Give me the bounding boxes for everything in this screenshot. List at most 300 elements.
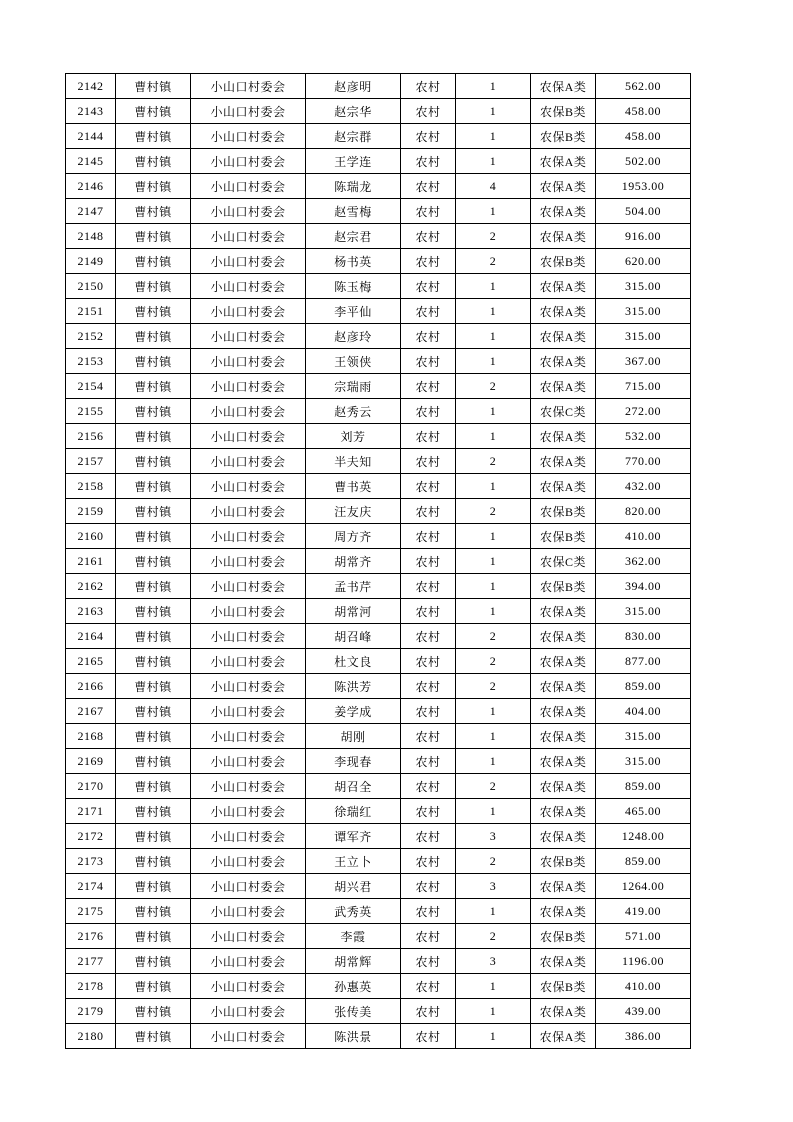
cell-row-id: 2143 [66,99,116,124]
cell-insurance-category: 农保A类 [531,349,596,374]
cell-village: 小山口村委会 [191,449,306,474]
cell-person-count: 2 [456,849,531,874]
cell-row-id: 2155 [66,399,116,424]
cell-village: 小山口村委会 [191,274,306,299]
table-row [66,99,691,124]
cell-village: 小山口村委会 [191,899,306,924]
cell-person-count: 3 [456,949,531,974]
cell-insurance-category: 农保B类 [531,124,596,149]
cell-insurance-category: 农保A类 [531,999,596,1024]
cell-town: 曹村镇 [116,924,191,949]
cell-amount: 859.00 [596,774,691,799]
cell-town: 曹村镇 [116,249,191,274]
cell-insurance-category: 农保A类 [531,199,596,224]
table-row [66,399,691,424]
cell-person-name: 陈玉梅 [306,274,401,299]
cell-person-name: 赵彦玲 [306,324,401,349]
cell-row-id: 2169 [66,749,116,774]
cell-village: 小山口村委会 [191,324,306,349]
cell-insurance-category: 农保B类 [531,249,596,274]
cell-person-count: 1 [456,899,531,924]
table-row [66,74,691,99]
cell-town: 曹村镇 [116,949,191,974]
cell-amount: 439.00 [596,999,691,1024]
cell-village: 小山口村委会 [191,724,306,749]
cell-person-name: 曹书英 [306,474,401,499]
table-row [66,824,691,849]
table-row [66,924,691,949]
cell-insurance-category: 农保B类 [531,974,596,999]
cell-amount: 830.00 [596,624,691,649]
cell-insurance-category: 农保A类 [531,474,596,499]
cell-amount: 362.00 [596,549,691,574]
cell-person-name: 徐瑞红 [306,799,401,824]
table-row [66,424,691,449]
cell-person-name: 谭军齐 [306,824,401,849]
table-row [66,1024,691,1049]
cell-person-count: 2 [456,774,531,799]
cell-residence-type: 农村 [401,349,456,374]
cell-person-count: 2 [456,924,531,949]
cell-person-count: 1 [456,74,531,99]
cell-amount: 532.00 [596,424,691,449]
table-row [66,149,691,174]
cell-amount: 410.00 [596,974,691,999]
cell-row-id: 2171 [66,799,116,824]
cell-person-name: 杜文良 [306,649,401,674]
cell-residence-type: 农村 [401,924,456,949]
cell-village: 小山口村委会 [191,974,306,999]
cell-town: 曹村镇 [116,124,191,149]
cell-person-count: 1 [456,324,531,349]
cell-town: 曹村镇 [116,274,191,299]
cell-amount: 315.00 [596,749,691,774]
cell-person-name: 杨书英 [306,249,401,274]
cell-village: 小山口村委会 [191,924,306,949]
cell-amount: 465.00 [596,799,691,824]
cell-town: 曹村镇 [116,149,191,174]
cell-person-count: 1 [456,349,531,374]
cell-insurance-category: 农保A类 [531,674,596,699]
cell-person-name: 胡召峰 [306,624,401,649]
cell-person-name: 宗瑞雨 [306,374,401,399]
cell-insurance-category: 农保A类 [531,799,596,824]
cell-row-id: 2168 [66,724,116,749]
cell-row-id: 2156 [66,424,116,449]
cell-row-id: 2180 [66,1024,116,1049]
cell-amount: 820.00 [596,499,691,524]
cell-village: 小山口村委会 [191,799,306,824]
cell-amount: 715.00 [596,374,691,399]
cell-amount: 315.00 [596,299,691,324]
cell-village: 小山口村委会 [191,74,306,99]
cell-village: 小山口村委会 [191,374,306,399]
cell-insurance-category: 农保A类 [531,724,596,749]
cell-person-count: 1 [456,724,531,749]
cell-residence-type: 农村 [401,324,456,349]
cell-insurance-category: 农保A类 [531,224,596,249]
cell-residence-type: 农村 [401,274,456,299]
cell-insurance-category: 农保B类 [531,849,596,874]
cell-insurance-category: 农保B类 [531,99,596,124]
table-row [66,599,691,624]
cell-residence-type: 农村 [401,374,456,399]
cell-town: 曹村镇 [116,524,191,549]
cell-amount: 458.00 [596,99,691,124]
cell-person-count: 2 [456,374,531,399]
cell-amount: 315.00 [596,274,691,299]
cell-village: 小山口村委会 [191,224,306,249]
cell-person-count: 1 [456,299,531,324]
cell-person-name: 李霞 [306,924,401,949]
cell-amount: 1264.00 [596,874,691,899]
table-row [66,199,691,224]
cell-amount: 315.00 [596,599,691,624]
cell-person-count: 1 [456,199,531,224]
cell-residence-type: 农村 [401,574,456,599]
cell-person-count: 1 [456,974,531,999]
cell-amount: 394.00 [596,574,691,599]
cell-town: 曹村镇 [116,599,191,624]
table-row [66,349,691,374]
cell-village: 小山口村委会 [191,674,306,699]
cell-town: 曹村镇 [116,974,191,999]
cell-amount: 1953.00 [596,174,691,199]
cell-village: 小山口村委会 [191,299,306,324]
cell-town: 曹村镇 [116,349,191,374]
table-row [66,774,691,799]
table-row [66,874,691,899]
cell-village: 小山口村委会 [191,649,306,674]
cell-village: 小山口村委会 [191,349,306,374]
cell-row-id: 2167 [66,699,116,724]
cell-row-id: 2149 [66,249,116,274]
cell-row-id: 2162 [66,574,116,599]
cell-village: 小山口村委会 [191,249,306,274]
cell-amount: 458.00 [596,124,691,149]
cell-person-name: 李平仙 [306,299,401,324]
cell-residence-type: 农村 [401,624,456,649]
cell-residence-type: 农村 [401,874,456,899]
cell-row-id: 2158 [66,474,116,499]
cell-town: 曹村镇 [116,74,191,99]
cell-insurance-category: 农保A类 [531,74,596,99]
cell-residence-type: 农村 [401,74,456,99]
cell-row-id: 2142 [66,74,116,99]
cell-person-name: 刘芳 [306,424,401,449]
cell-person-name: 王学连 [306,149,401,174]
cell-town: 曹村镇 [116,174,191,199]
cell-person-name: 赵宗华 [306,99,401,124]
table-row [66,249,691,274]
cell-row-id: 2176 [66,924,116,949]
table-row [66,724,691,749]
cell-person-name: 孟书芹 [306,574,401,599]
cell-residence-type: 农村 [401,424,456,449]
cell-insurance-category: 农保A类 [531,599,596,624]
cell-residence-type: 农村 [401,799,456,824]
cell-insurance-category: 农保A类 [531,324,596,349]
cell-town: 曹村镇 [116,799,191,824]
cell-residence-type: 农村 [401,124,456,149]
cell-person-name: 陈洪芳 [306,674,401,699]
cell-person-count: 3 [456,874,531,899]
cell-person-name: 孙惠英 [306,974,401,999]
cell-person-count: 1 [456,574,531,599]
cell-amount: 916.00 [596,224,691,249]
cell-person-name: 胡常河 [306,599,401,624]
table-row [66,224,691,249]
table-row [66,624,691,649]
cell-person-name: 赵宗君 [306,224,401,249]
cell-town: 曹村镇 [116,299,191,324]
cell-row-id: 2150 [66,274,116,299]
cell-residence-type: 农村 [401,149,456,174]
table-row [66,649,691,674]
table-row [66,299,691,324]
cell-insurance-category: 农保B类 [531,924,596,949]
cell-insurance-category: 农保A类 [531,699,596,724]
cell-person-name: 汪友庆 [306,499,401,524]
table-row [66,374,691,399]
cell-village: 小山口村委会 [191,749,306,774]
cell-amount: 1196.00 [596,949,691,974]
cell-village: 小山口村委会 [191,524,306,549]
cell-residence-type: 农村 [401,249,456,274]
cell-row-id: 2161 [66,549,116,574]
cell-amount: 404.00 [596,699,691,724]
cell-insurance-category: 农保A类 [531,299,596,324]
cell-row-id: 2145 [66,149,116,174]
cell-person-name: 胡刚 [306,724,401,749]
cell-town: 曹村镇 [116,724,191,749]
cell-insurance-category: 农保A类 [531,449,596,474]
payment-table [65,73,691,1049]
table-row [66,949,691,974]
cell-row-id: 2147 [66,199,116,224]
cell-town: 曹村镇 [116,899,191,924]
table-row [66,999,691,1024]
cell-town: 曹村镇 [116,624,191,649]
cell-village: 小山口村委会 [191,849,306,874]
cell-person-name: 李现春 [306,749,401,774]
cell-insurance-category: 农保A类 [531,149,596,174]
cell-town: 曹村镇 [116,749,191,774]
cell-row-id: 2165 [66,649,116,674]
cell-person-name: 陈洪景 [306,1024,401,1049]
cell-amount: 432.00 [596,474,691,499]
table-row [66,699,691,724]
cell-amount: 571.00 [596,924,691,949]
cell-town: 曹村镇 [116,774,191,799]
cell-village: 小山口村委会 [191,549,306,574]
cell-person-name: 胡常齐 [306,549,401,574]
cell-town: 曹村镇 [116,574,191,599]
cell-insurance-category: 农保A类 [531,824,596,849]
cell-person-count: 1 [456,524,531,549]
cell-row-id: 2170 [66,774,116,799]
table-row [66,974,691,999]
cell-amount: 770.00 [596,449,691,474]
cell-town: 曹村镇 [116,499,191,524]
cell-amount: 410.00 [596,524,691,549]
cell-person-name: 胡常辉 [306,949,401,974]
cell-insurance-category: 农保A类 [531,874,596,899]
cell-row-id: 2148 [66,224,116,249]
cell-residence-type: 农村 [401,499,456,524]
table-row [66,324,691,349]
cell-village: 小山口村委会 [191,124,306,149]
cell-person-count: 3 [456,824,531,849]
cell-town: 曹村镇 [116,649,191,674]
cell-residence-type: 农村 [401,999,456,1024]
cell-person-name: 赵雪梅 [306,199,401,224]
cell-village: 小山口村委会 [191,399,306,424]
cell-insurance-category: 农保A类 [531,1024,596,1049]
cell-residence-type: 农村 [401,899,456,924]
cell-row-id: 2173 [66,849,116,874]
cell-row-id: 2144 [66,124,116,149]
cell-amount: 315.00 [596,724,691,749]
cell-insurance-category: 农保A类 [531,649,596,674]
cell-residence-type: 农村 [401,599,456,624]
cell-amount: 1248.00 [596,824,691,849]
cell-amount: 859.00 [596,849,691,874]
cell-village: 小山口村委会 [191,699,306,724]
cell-insurance-category: 农保B类 [531,574,596,599]
cell-residence-type: 农村 [401,824,456,849]
cell-insurance-category: 农保C类 [531,399,596,424]
cell-residence-type: 农村 [401,399,456,424]
cell-town: 曹村镇 [116,874,191,899]
cell-amount: 859.00 [596,674,691,699]
cell-village: 小山口村委会 [191,624,306,649]
cell-person-count: 1 [456,399,531,424]
cell-person-name: 赵宗群 [306,124,401,149]
cell-row-id: 2178 [66,974,116,999]
cell-row-id: 2152 [66,324,116,349]
cell-residence-type: 农村 [401,724,456,749]
cell-person-count: 2 [456,499,531,524]
cell-insurance-category: 农保C类 [531,549,596,574]
cell-village: 小山口村委会 [191,424,306,449]
cell-person-name: 武秀英 [306,899,401,924]
cell-amount: 877.00 [596,649,691,674]
cell-person-count: 1 [456,999,531,1024]
cell-village: 小山口村委会 [191,874,306,899]
cell-insurance-category: 农保B类 [531,524,596,549]
table-row [66,449,691,474]
cell-residence-type: 农村 [401,224,456,249]
cell-insurance-category: 农保A类 [531,374,596,399]
cell-residence-type: 农村 [401,549,456,574]
cell-person-count: 2 [456,649,531,674]
table-row [66,499,691,524]
cell-person-count: 2 [456,449,531,474]
cell-person-count: 1 [456,149,531,174]
cell-town: 曹村镇 [116,1024,191,1049]
cell-person-count: 1 [456,274,531,299]
cell-person-count: 2 [456,624,531,649]
cell-row-id: 2174 [66,874,116,899]
cell-row-id: 2163 [66,599,116,624]
cell-residence-type: 农村 [401,749,456,774]
cell-person-count: 1 [456,549,531,574]
cell-residence-type: 农村 [401,699,456,724]
cell-town: 曹村镇 [116,374,191,399]
cell-row-id: 2179 [66,999,116,1024]
cell-residence-type: 农村 [401,774,456,799]
cell-village: 小山口村委会 [191,774,306,799]
cell-residence-type: 农村 [401,949,456,974]
cell-row-id: 2166 [66,674,116,699]
cell-person-count: 2 [456,249,531,274]
cell-residence-type: 农村 [401,474,456,499]
cell-town: 曹村镇 [116,849,191,874]
cell-row-id: 2177 [66,949,116,974]
cell-person-name: 王领侠 [306,349,401,374]
table-row [66,674,691,699]
cell-amount: 367.00 [596,349,691,374]
table-row [66,274,691,299]
cell-amount: 272.00 [596,399,691,424]
cell-person-count: 1 [456,699,531,724]
cell-row-id: 2160 [66,524,116,549]
cell-town: 曹村镇 [116,224,191,249]
table-row [66,899,691,924]
cell-town: 曹村镇 [116,324,191,349]
cell-village: 小山口村委会 [191,999,306,1024]
cell-row-id: 2153 [66,349,116,374]
cell-town: 曹村镇 [116,424,191,449]
cell-person-name: 周方齐 [306,524,401,549]
cell-town: 曹村镇 [116,999,191,1024]
cell-person-name: 赵彦明 [306,74,401,99]
cell-residence-type: 农村 [401,449,456,474]
cell-row-id: 2175 [66,899,116,924]
cell-row-id: 2157 [66,449,116,474]
cell-person-count: 1 [456,599,531,624]
cell-town: 曹村镇 [116,99,191,124]
cell-village: 小山口村委会 [191,499,306,524]
cell-village: 小山口村委会 [191,174,306,199]
cell-person-count: 1 [456,749,531,774]
cell-person-name: 王立卜 [306,849,401,874]
cell-person-name: 胡兴君 [306,874,401,899]
cell-amount: 315.00 [596,324,691,349]
cell-town: 曹村镇 [116,699,191,724]
table-row [66,799,691,824]
cell-town: 曹村镇 [116,474,191,499]
cell-insurance-category: 农保A类 [531,624,596,649]
table-row [66,524,691,549]
cell-row-id: 2154 [66,374,116,399]
cell-village: 小山口村委会 [191,949,306,974]
cell-village: 小山口村委会 [191,199,306,224]
cell-insurance-category: 农保B类 [531,499,596,524]
cell-person-count: 2 [456,224,531,249]
cell-amount: 504.00 [596,199,691,224]
cell-town: 曹村镇 [116,674,191,699]
cell-village: 小山口村委会 [191,149,306,174]
cell-village: 小山口村委会 [191,599,306,624]
cell-residence-type: 农村 [401,174,456,199]
cell-person-count: 1 [456,474,531,499]
table-row [66,849,691,874]
cell-village: 小山口村委会 [191,1024,306,1049]
cell-person-name: 姜学成 [306,699,401,724]
cell-town: 曹村镇 [116,824,191,849]
